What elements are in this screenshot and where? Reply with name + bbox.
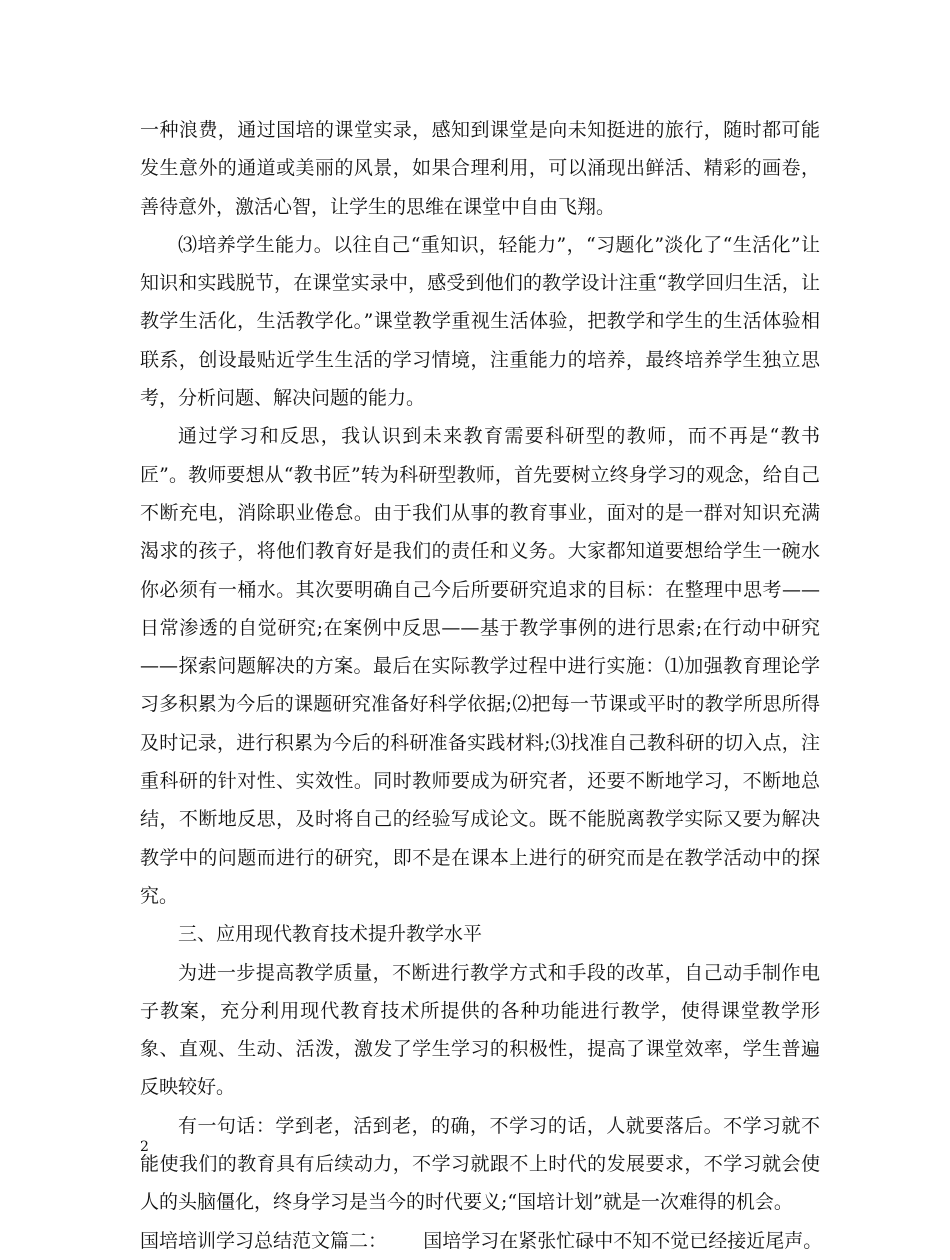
paragraph-technology: 为进一步提高教学质量，不断进行教学方式和手段的改革，自己动手制作电子教案，充分利用现代教育技术所提供的各种功能进行教学，使得课堂教学形象、直观、生动、活泼，激发了学生学习的积极性，提高了课堂效率，学生普遍反映较好。	[140, 961, 820, 1099]
paragraph-lifelong-learning: 有一句话：学到老，活到老，的确，不学习的话，人就要落后。不学习就不能使我们的教育具有后续动力，不学习就跟不上时代的发展要求，不学习就会使人的头脑僵化，终身学习是当今的时代要义;“国培计划”就是一次难得的机会。	[140, 1114, 820, 1214]
paragraph-continuation: 一种浪费，通过国培的课堂实录，感知到课堂是向未知挺进的旅行，随时都可能发生意外的通道或美丽的风景，如果合理利用，可以涌现出鲜活、精彩的画卷，善待意外，激活心智，让学生的思维在课堂中自由飞翔。	[140, 119, 820, 218]
paragraph-ability: ⑶培养学生能力。以往自己“重知识，轻能力”，“习题化”淡化了“生活化”让知识和实践脱节，在课堂实录中，感受到他们的教学设计注重“教学回归生活，让教学生活化，生活教学化。”课堂教学重视生活体验，把教学和学生的生活体验相联系，创设最贴近学生生活的学习情境，注重能力的培养，最终培养学生独立思考，分析问题、解决问题的能力。	[140, 233, 820, 410]
closing-line	[140, 1222, 823, 1260]
section-heading-technology: 三、应用现代教育技术提升教学水平	[178, 923, 483, 946]
closing-text: 国培学习在紧张忙碌中不知不觉已经接近尾声。	[423, 1229, 823, 1252]
closing-heading: 国培培训学习总结范文篇二：	[140, 1229, 388, 1252]
paragraph-reflection: 通过学习和反思，我认识到未来教育需要科研型的教师，而不再是“教书匠”。教师要想从“教书匠”转为科研型教师，首先要树立终身学习的观念，给自己不断充电，消除职业倦怠。由于我们从事的教育事业，面对的是一群对知识充满渴求的孩子，将他们教育好是我们的责任和义务。大家都知道要想给学生一碗水你必须有一桶水。其次要明确自己今后所要研究追求的目标：在整理中思考——日常渗透的自觉研究;在案例中反思——基于教学事例的进行思索;在行动中研究——探索问题解决的方案。最后在实际教学过程中进行实施：⑴加强教育理论学习多积累为今后的课题研究准备好科学依据;⑵把每一节课或平时的教学所思所得及时记录，进行积累为今后的科研准备实践材料;⑶找准自己教科研的切入点，注重科研的针对性、实效性。同时教师要成为研究者，还要不断地学习，不断地总结，不断地反思，及时将自己的经验写成论文。既不能脱离教学实际又要为解决教学中的问题而进行的研究，即不是在课本上进行的研究而是在教学活动中的探究。	[140, 425, 820, 907]
page-number: 2	[140, 1139, 149, 1155]
document-body	[140, 111, 823, 1260]
